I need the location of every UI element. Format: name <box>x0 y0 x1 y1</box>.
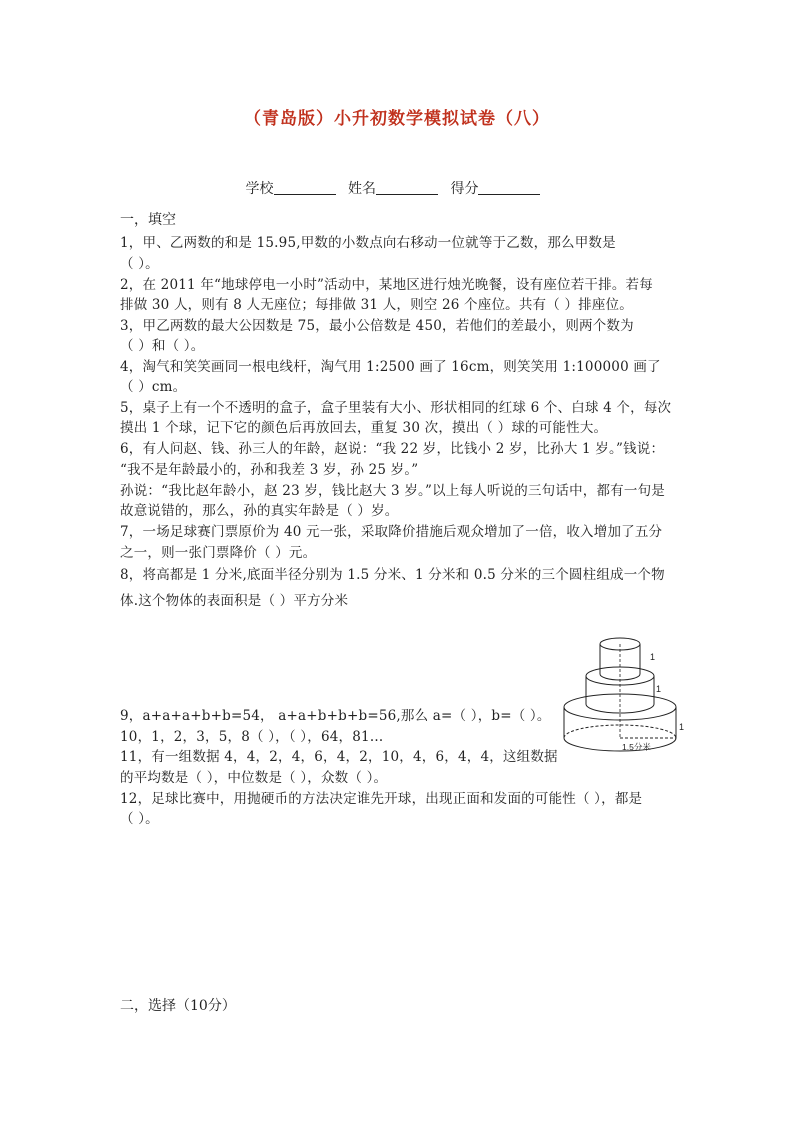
question-line: 3，甲乙两数的最大公因数是 75，最小公倍数是 450，若他们的差最小，则两个数为 <box>120 318 634 334</box>
question-line: “我不是年龄最小的，孙和我差 3 岁，孙 25 岁。” <box>120 462 419 478</box>
bottom-cylinder-base <box>564 738 676 751</box>
question-line: （ ）。 <box>120 811 159 827</box>
stacked-cylinders-figure <box>560 632 690 757</box>
page-title: （青岛版）小升初数学模拟试卷（八） <box>244 109 550 129</box>
school-blank <box>274 180 336 195</box>
question-line: 之一，则一张门票降价（ ）元。 <box>120 545 317 561</box>
score-blank <box>478 180 540 195</box>
question-line: 10，1，2，3，5，8（ ），（ ），64，81… <box>120 729 384 745</box>
question-line: （ ）。 <box>120 256 159 272</box>
name-label: 姓名 <box>348 181 376 197</box>
question-line: （ ）cm。 <box>120 379 187 395</box>
top-height-label: 1 <box>650 652 656 662</box>
question-line: 排做 30 人，则有 8 人无座位；每排做 31 人，则空 26 个座位。共有（ ）排座位。 <box>120 297 633 313</box>
question-line: 11，有一组数据 4，4，2，4，6，4，2，10，4，6，4，4，这组数据 <box>120 749 558 765</box>
question-line: 故意说错的，那么，孙的真实年龄是（ ）岁。 <box>120 503 399 519</box>
question-line: 9，a+a+a+b+b=54， a+a+b+b+b=56,那么 a=（ ），b=（ ）。 <box>120 708 551 724</box>
section-1-heading: 一，填空 <box>120 212 176 228</box>
name-blank <box>376 180 438 195</box>
bottom-height-label: 1 <box>679 722 685 732</box>
school-label: 学校 <box>245 181 274 197</box>
question-line: 体.这个物体的表面积是（ ）平方分米 <box>120 593 349 609</box>
question-line: 4，淘气和笑笑画同一根电线杆，淘气用 1:2500 画了 16cm，则笑笑用 1:100000 画了 <box>120 359 661 375</box>
question-line: 2，在 2011 年“地球停电一小时”活动中，某地区进行烛光晚餐，设有座位若干排。若每 <box>120 277 653 293</box>
question-line: 摸出 1 个球，记下它的颜色后再放回去，重复 30 次，摸出（ ）球的可能性大。 <box>120 420 608 436</box>
score-label: 得分 <box>450 181 479 197</box>
question-line: 7，一场足球赛门票原价为 40 元一张，采取降价措施后观众增加了一倍，收入增加了五分 <box>120 524 663 540</box>
question-line: 6，有人问赵、钱、孙三人的年龄，赵说：“我 22 岁，比钱小 2 岁，比孙大 1 岁。”钱说： <box>120 441 665 457</box>
question-line: 孙说：“我比赵年龄小，赵 23 岁，钱比赵大 3 岁。”以上每人听说的三句话中，都有一句是 <box>120 483 665 499</box>
question-line: 5，桌子上有一个不透明的盒子，盒子里装有大小、形状相同的红球 6 个、白球 4 个，每次 <box>120 400 672 416</box>
student-info-line <box>0 178 794 198</box>
question-line: 8，将高都是 1 分米,底面半径分别为 1.5 分米、1 分米和 0.5 分米的三个圆柱组成一个物 <box>120 567 665 583</box>
mid-height-label: 1 <box>656 684 662 694</box>
radius-label: 1.5分米 <box>622 742 651 752</box>
section-2-heading: 二，选择（10分） <box>120 998 236 1014</box>
question-line: 的平均数是（ ），中位数是（ ），众数（ ）。 <box>120 770 388 786</box>
question-line: （ ）和（ ）。 <box>120 338 205 354</box>
question-line: 12，足球比赛中，用抛硬币的方法决定谁先开球，出现正面和发面的可能性（ ），都是 <box>120 791 643 807</box>
question-line: 1，甲、乙两数的和是 15.95,甲数的小数点向右移动一位就等于乙数，那么甲数是 <box>120 235 616 251</box>
